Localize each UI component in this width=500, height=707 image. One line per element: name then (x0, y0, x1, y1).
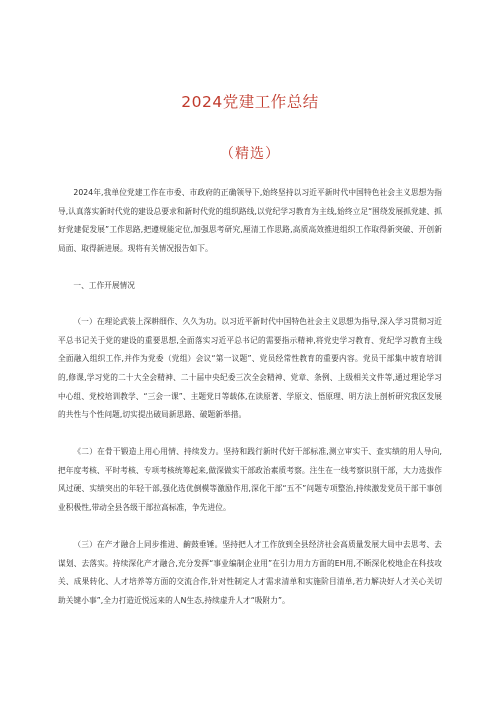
document-subtitle: （精选） (220, 146, 280, 162)
paragraph-3: （三）在产才融合上同步推进、齣鼓垂锤。坚持把人才工作放到全县经济社会高质量发展大局中去思考、去谋划、去落实。持续深化产才融合,充分发挥“事业编制企业用”在引力用力方面的EH用,不断深化校地企在科技攻关、成果转化、人才培养等方面的交流合作,针对性制定人才需求清单和实施阶目清单,若力解决好人才关心关切助关键小事”,全力打造近悦远来的人N生态,持续虚升人才“吸附力”。 (58, 539, 442, 605)
document-body (58, 184, 442, 611)
paragraph-2: 《二）在骨干锻造上用心用情、持续发力。坚持和践行新时代好干部标准,测立审实干、查实绩的用人导向,把年度考核、平时考核、专项考核统筹起来,做深做实干部政治素质考察。注生在一线考察识别干部，大力选拔作风过硬、实绩突出的年轻干部,强化选优倒模等激励作用,深化干部“五不”问题专项整治,持续激发党员干部干事创业积极性,带动全县各级干部拉高标准，争先进位。 (58, 447, 442, 513)
intro-paragraph: 2024年,我单位党建工作在市委、市政府的正确领导下,始终坚持以习近平新时代中国特色社会主义思想为指导,认真落实新时代党的建设总要求和新时代党的组织路线,以党纪学习教育为主线,始终立足“围绕发展抓党建、抓好党建促发展”工作思路,把遵规能定位,加强思考研究,厘清工作思路,高质高效推进组织工作取得新突破、开创新局面、取得新进展。现将有关情况报告如下。 (58, 188, 442, 254)
document-title: 2024党建工作总结 (181, 93, 319, 111)
paragraph-1: （一）在理论武装上深耕细作、久久为功。以习近平新时代中国特色社会主义思想为指导,深入学习贯彻习近平总书记关于党的建设的重要思想,全面落实习近平总书记的需要指示精神,将党史学习教育、党纪学习教育主线全面融入组织工作,并作为党委（党组）会议“第一议题”、党员经常性教育的重要内容。党员干部集中坡育培训的,修课,学习党的二十大全会精神、二十届中央纪委三次全会精神、党章、条例、上级相关文件等,通过理论学习中心组、党校培训教学、“三会一课”、主题党日等载体,在读原著、学原文、悟原理、明方法上剖析研究我区发展的共性与个性问题,切实提出破局新思路、破题新举措。 (58, 316, 442, 420)
section-heading: 一、工作开展情况 (73, 280, 135, 290)
